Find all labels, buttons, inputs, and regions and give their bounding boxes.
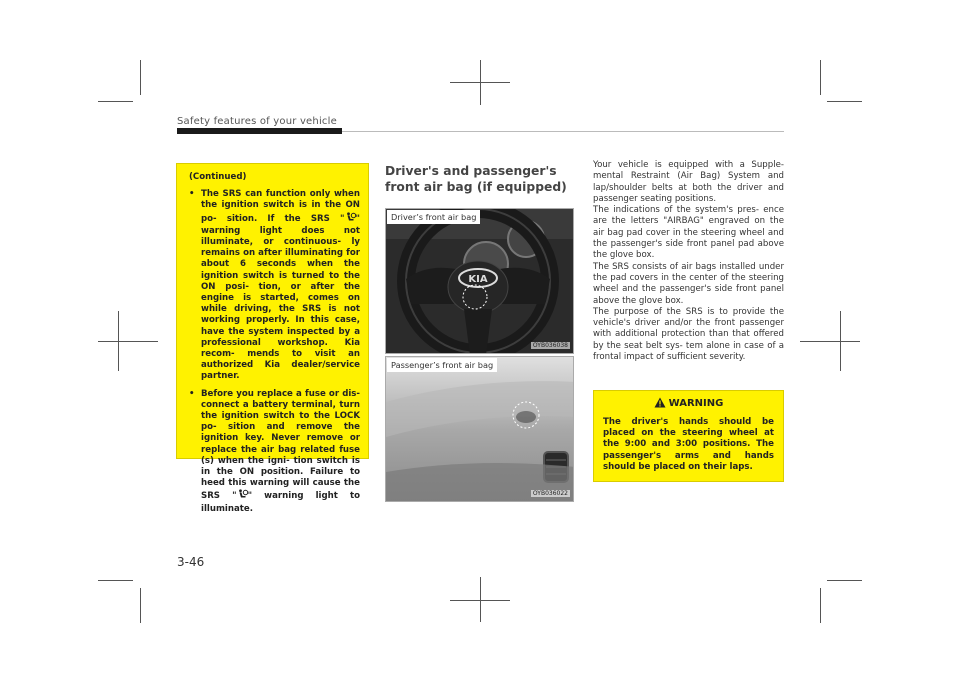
body-paragraph: The indications of the system's pres- ence are the letters "AIRBAG" engraved on the air bag pad cover in the steering wheel and the passenger's side front panel pad above the glove box. — [593, 205, 784, 261]
warning-heading — [603, 397, 774, 409]
body-paragraph: Your vehicle is equipped with a Supple- mental Restraint (Air Bag) System and lap/shoulder belts at both the driver and passenger seating positions. — [593, 160, 784, 204]
bullet-srs-function: • The SRS can function only when the ignition switch is in the ON po- sition. If the SRS " " warning light does not illuminate, or continuous- ly remains on after illuminating for about 6 seconds when the ignition switch is turned to the ON posi- tion, or after the engine is started, comes on while driving, the SRS is not working properly. In this case, have the system inspected by a professional workshop. Kia recom- mends to visit an authorized Kia dealer/service partner. — [185, 189, 360, 382]
photo-label-passenger: Passenger’s front air bag — [387, 358, 497, 372]
driver-airbag-photo — [385, 208, 574, 354]
svg-text:KIA: KIA — [468, 274, 488, 285]
body-text — [593, 160, 784, 363]
page-number: 3-46 — [177, 555, 205, 569]
photo-label-driver: Driver’s front air bag — [387, 210, 480, 224]
warning-title: WARNING — [668, 398, 724, 409]
bullet-fuse-replace: • Before you replace a fuse or dis- connect a battery terminal, turn the ignition switch to the LOCK po- sition and remove the ignition key. Never remove or replace the air bag related fuse (s) when the igni- tion switch is in the ON position. Failure to heed this warning will cause the SRS " " warning light to illuminate. — [185, 389, 360, 515]
section-header: Safety features of your vehicle — [177, 116, 337, 127]
header-rule — [342, 131, 784, 132]
photo-code-passenger: OYB036022 — [532, 490, 568, 497]
continued-warning-box — [176, 163, 369, 514]
airbag-warning-icon — [237, 489, 248, 503]
steering-wheel-illustration — [386, 209, 574, 354]
header-bar — [177, 128, 342, 134]
photo-code-driver: OYB036038 — [532, 342, 568, 349]
dashboard-illustration — [386, 357, 574, 502]
airbag-warning-icon — [345, 212, 356, 226]
body-paragraph: The SRS consists of air bags installed under the pad covers in the center of the steering wheel and the passenger's side front panel above the glove box. — [593, 261, 784, 306]
warning-box — [593, 390, 784, 482]
passenger-airbag-photo — [385, 356, 574, 502]
warning-triangle-icon — [654, 397, 666, 408]
section-title: Driver's and passenger's front air bag (if equipped) — [385, 164, 567, 194]
continued-label: (Continued) — [189, 172, 247, 182]
body-paragraph: The purpose of the SRS is to provide the vehicle's driver and/or the front passenger with additional protection than that offered by the seat belt sys- tem alone in case of a frontal impact of sufficient severity. — [593, 306, 784, 363]
warning-text: The driver's hands should be placed on the steering wheel at the 9:00 and 3:00 positions. The passenger's arms and hands should be placed on their laps. — [603, 417, 774, 472]
